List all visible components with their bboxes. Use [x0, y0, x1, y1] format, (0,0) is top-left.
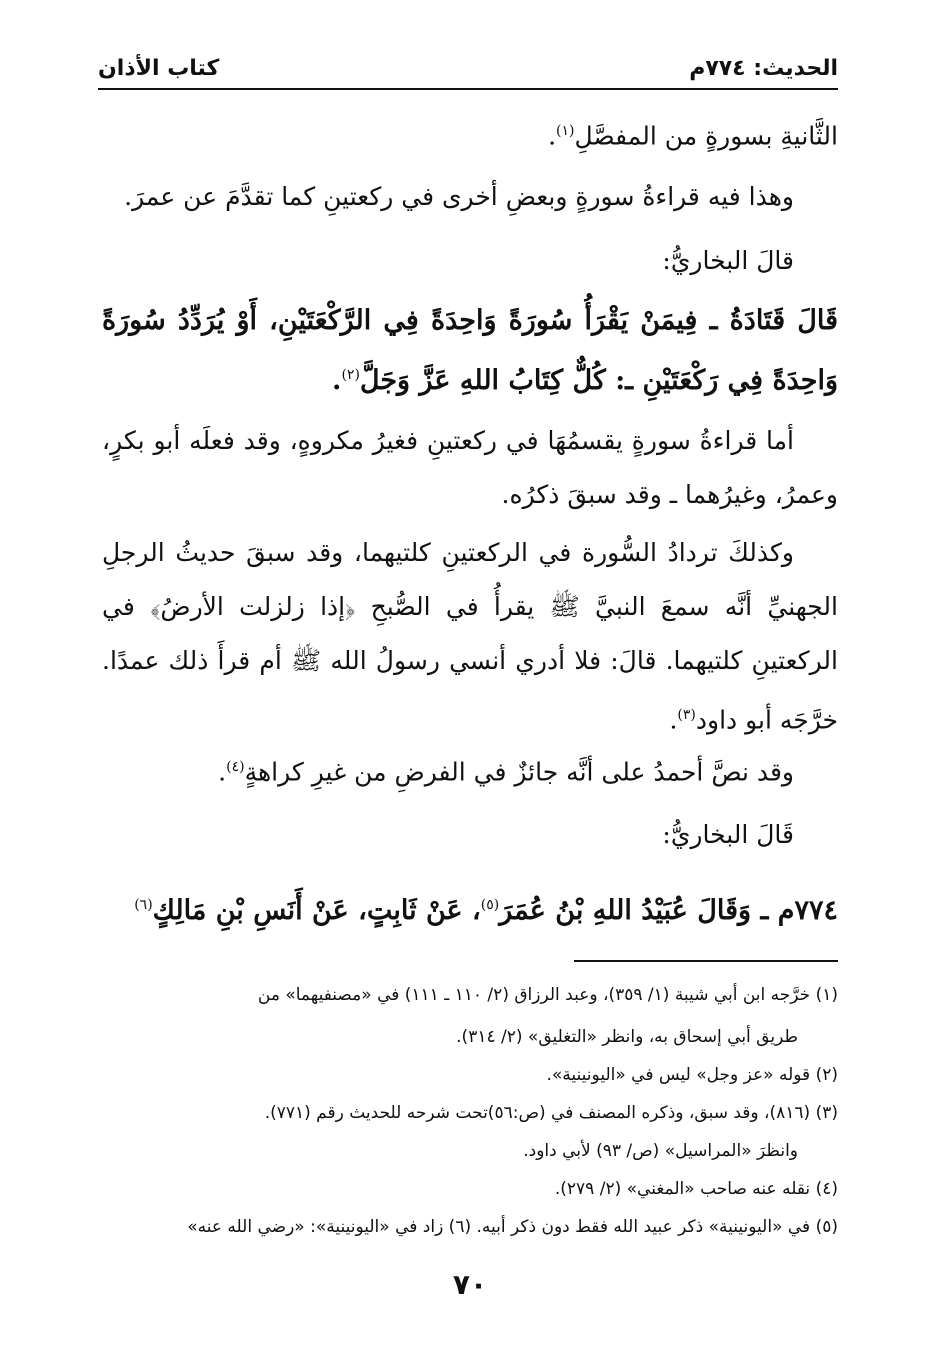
- paragraph-1-end: .: [548, 121, 557, 151]
- paragraph-6-text: وكذلكَ تردادُ السُّورة في الركعتينِ كلتيهما، وقد سبقَ حديثُ الرجلِ الجهنيِّ أنَّه سمعَ النبيَّ ﷺ يقرأُ في الصُّبحِ ﴿إذا زلزلت الأرضُ﴾ في الركعتينِ كلتيهما. قالَ: فلا أدري أنسي رسولُ الله ﷺ أم قرأَ ذلك عمدًا. خرَّجَه أبو داود: [102, 538, 838, 735]
- footnote-3-continued: وانظرَ «المراسيل» (ص/ ٩٣) لأبي داود.: [523, 1141, 798, 1161]
- footnote-ref-4: (٤): [226, 759, 245, 775]
- footnote-2: (٢) قوله «عز وجل» ليس في «اليونينية».: [546, 1065, 838, 1085]
- qatada-quote: [102, 294, 838, 408]
- page-number: ٧٠: [452, 1268, 488, 1301]
- paragraph-6-end: .: [669, 705, 678, 735]
- qatada-quote-text: قَالَ قَتَادَةُ ـ فِيمَنْ يَقْرَأُ سُورَةً وَاحِدَةً فِي الرَّكْعَتَيْنِ، أَوْ يُرَدِّدُ سُورَةً وَاحِدَةً فِي رَكْعَتَيْنِ ـ: كُلٌّ كِتَابُ اللهِ عَزَّ وَجَلَّ: [102, 305, 838, 396]
- paragraph-7-end: .: [218, 757, 227, 787]
- footnote-5-6: (٥) في «اليونينية» ذكر عبيد الله فقط دون ذكر أبيه. (٦) زاد في «اليونينية»: «رضي الله عنه»: [187, 1217, 838, 1237]
- hadith-774m-text-a: ٧٧٤م ـ وَقَالَ عُبَيْدُ اللهِ بْنُ عُمَرَ: [499, 895, 838, 926]
- running-header: [98, 48, 838, 90]
- hadith-774m-text-b: ، عَنْ ثَابِتٍ، عَنْ أَنَسِ بْنِ مَالِكٍ: [152, 895, 481, 926]
- hadith-774m: [102, 878, 838, 938]
- paragraph-7: [102, 740, 838, 799]
- footnote-1-continued: طريق أبي إسحاق به، وانظر «التغليق» (٢/ ٣١٤).: [456, 1027, 798, 1047]
- paragraph-6: [102, 526, 838, 747]
- paragraph-5: أما قراءةُ سورةٍ يقسمُهَا في ركعتينِ فغيرُ مكروهٍ، وقد فعلَه أبو بكرٍ، وعمرُ، وغيرُهما ـ وقد سبقَ ذكرُه.: [102, 426, 838, 509]
- hadith-number-header: الحديث: ٧٧٤م: [689, 56, 838, 81]
- footnote-ref-5: (٥): [480, 897, 500, 913]
- footnote-ref-1: (١): [556, 123, 575, 139]
- paragraph-7-text: وقد نصَّ أحمدُ على أنَّه جائزٌ في الفرضِ من غيرِ كراهةٍ: [244, 757, 794, 787]
- paragraph-1: [102, 104, 838, 163]
- footnote-ref-3: (٣): [677, 707, 696, 723]
- qatada-quote-end: .: [332, 365, 342, 396]
- footnote-separator: [574, 960, 838, 962]
- footnote-3: (٣) (٨١٦)، وقد سبق، وذكره المصنف في (ص:٥٦)تحت شرحه للحديث رقم (٧٧١).: [264, 1103, 838, 1123]
- footnote-4: (٤) نقله عنه صاحب «المغني» (٢/ ٢٧٩).: [554, 1179, 838, 1199]
- paragraph-1-text: الثَّانيةِ بسورةٍ من المفصَّلِ: [574, 121, 838, 151]
- bukhari-said-1: قالَ البخاريُّ:: [662, 246, 794, 275]
- footnote-ref-2: (٢): [341, 367, 360, 383]
- chapter-title-header: كتاب الأذان: [98, 56, 220, 81]
- footnote-ref-6: (٦): [134, 897, 153, 913]
- paragraph-2: وهذا فيه قراءةُ سورةٍ وبعضِ أخرى في ركعتينِ كما تقدَّمَ عن عمرَ.: [124, 182, 794, 211]
- bukhari-said-2: قَالَ البخاريُّ:: [662, 820, 794, 849]
- footnote-1: (١) خرَّجه ابن أبي شيبة (١/ ٣٥٩)، وعبد الرزاق (٢/ ١١٠ ـ ١١١) في «مصنفيهما» من: [257, 985, 838, 1005]
